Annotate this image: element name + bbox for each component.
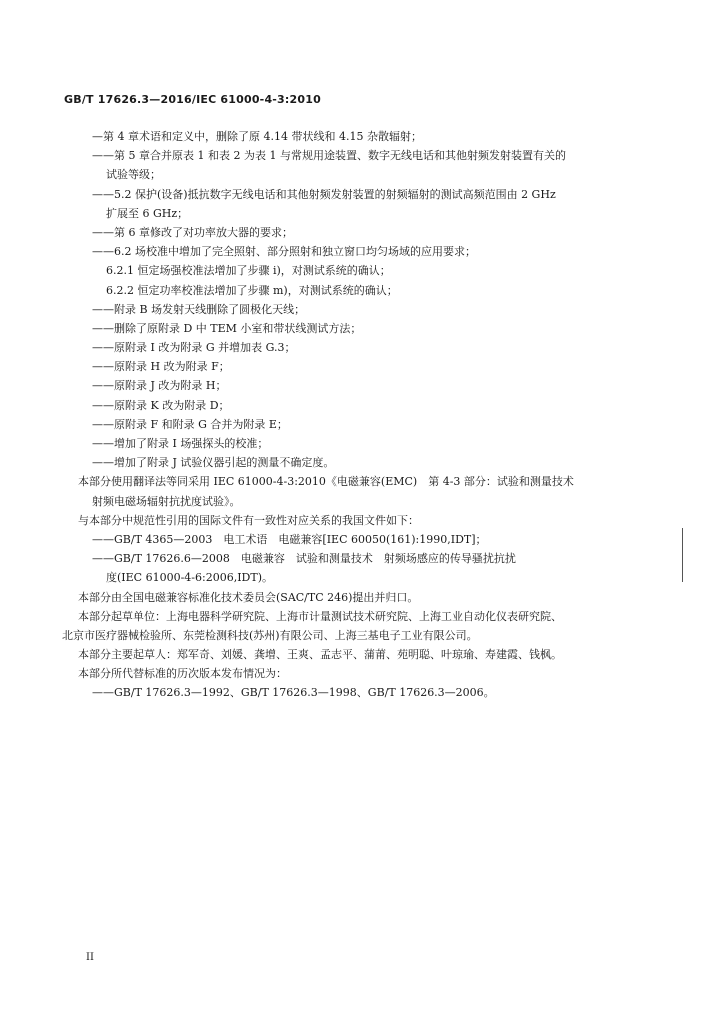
list-item: ——原附录 K 改为附录 D； [92, 398, 230, 412]
list-item: ——6.2 场校准中增加了完全照射、部分照射和独立窗口均匀场域的应用要求； [92, 245, 476, 259]
list-item: ——第 6 章修改了对功率放大器的要求； [92, 225, 293, 239]
list-item: ——原附录 F 和附录 G 合并为附录 E； [92, 417, 288, 431]
page-number: II [86, 952, 94, 963]
list-item: ——原附录 I 改为附录 G 并增加表 G.3； [92, 341, 296, 355]
paragraph-line: 本部分起草单位：上海电器科学研究院、上海市计量测试技术研究院、上海工业自动化仪表研究院、 [78, 609, 562, 623]
margin-mark [682, 528, 683, 582]
list-item: ——第 5 章合并原表 1 和表 2 为表 1 与常规用途装置、数字无线电话和其他射频发射装置有关的 [92, 149, 566, 163]
paragraph-line: 本部分主要起草人：郑军奇、刘媛、龚增、王爽、孟志平、蒲莆、苑明聪、叶琼瑜、寿建霞、钱枫。 [78, 648, 562, 662]
list-item: ——附录 B 场发射天线删除了圆极化天线； [92, 302, 306, 316]
list-item-continuation: 试验等级； [106, 168, 161, 182]
standard-header: GB/T 17626.3—2016/IEC 61000-4-3:2010 [64, 93, 321, 106]
list-item: ——增加了附录 I 场强探头的校准； [92, 437, 269, 450]
list-subitem: 6.2.2 恒定功率校准法增加了步骤 m)，对测试系统的确认； [106, 283, 398, 297]
paragraph-line: 本部分由全国电磁兼容标准化技术委员会(SAC/TC 246)提出并归口。 [78, 590, 419, 604]
list-item: ——GB/T 17626.6—2008 电磁兼容 试验和测量技术 射频场感应的传导骚扰抗扰 [92, 552, 516, 566]
paragraph-line: 与本部分中规范性引用的国际文件有一致性对应关系的我国文件如下： [78, 513, 419, 527]
list-item: ——5.2 保护(设备)抵抗数字无线电话和其他射频发射装置的射频辐射的测试高频范围由 2 GHz [92, 187, 556, 201]
list-subitem: 6.2.1 恒定场强校准法增加了步骤 i)，对测试系统的确认； [106, 264, 391, 278]
list-item: ——原附录 H 改为附录 F； [92, 360, 230, 374]
list-item: —第 4 章术语和定义中，删除了原 4.14 带状线和 4.15 杂散辐射； [92, 130, 422, 143]
list-item: ——原附录 J 改为附录 H； [92, 379, 227, 393]
list-item: ——增加了附录 J 试验仪器引起的测量不确定度。 [92, 456, 335, 470]
list-item: ——GB/T 4365—2003 电工术语 电磁兼容[IEC 60050(161):1990,IDT]； [92, 532, 487, 546]
list-item: ——GB/T 17626.3—1992、GB/T 17626.3—1998、GB/T 17626.3—2006。 [92, 686, 495, 700]
paragraph-line: 北京市医疗器械检验所、东莞检测科技(苏州)有限公司、上海三基电子工业有限公司。 [62, 628, 478, 642]
list-item: ——删除了原附录 D 中 TEM 小室和带状线测试方法； [92, 321, 362, 335]
paragraph-line: 本部分使用翻译法等同采用 IEC 61000-4-3:2010《电磁兼容(EMC) 第 4-3 部分：试验和测量技术 [78, 475, 574, 489]
foreword-body [62, 127, 658, 703]
paragraph-line: 本部分所代替标准的历次版本发布情况为： [78, 667, 287, 681]
list-item-continuation: 扩展至 6 GHz； [106, 206, 189, 220]
list-item-continuation: 度(IEC 61000-4-6:2006,IDT)。 [106, 571, 273, 585]
paragraph-line: 射频电磁场辐射抗扰度试验》。 [92, 494, 241, 508]
